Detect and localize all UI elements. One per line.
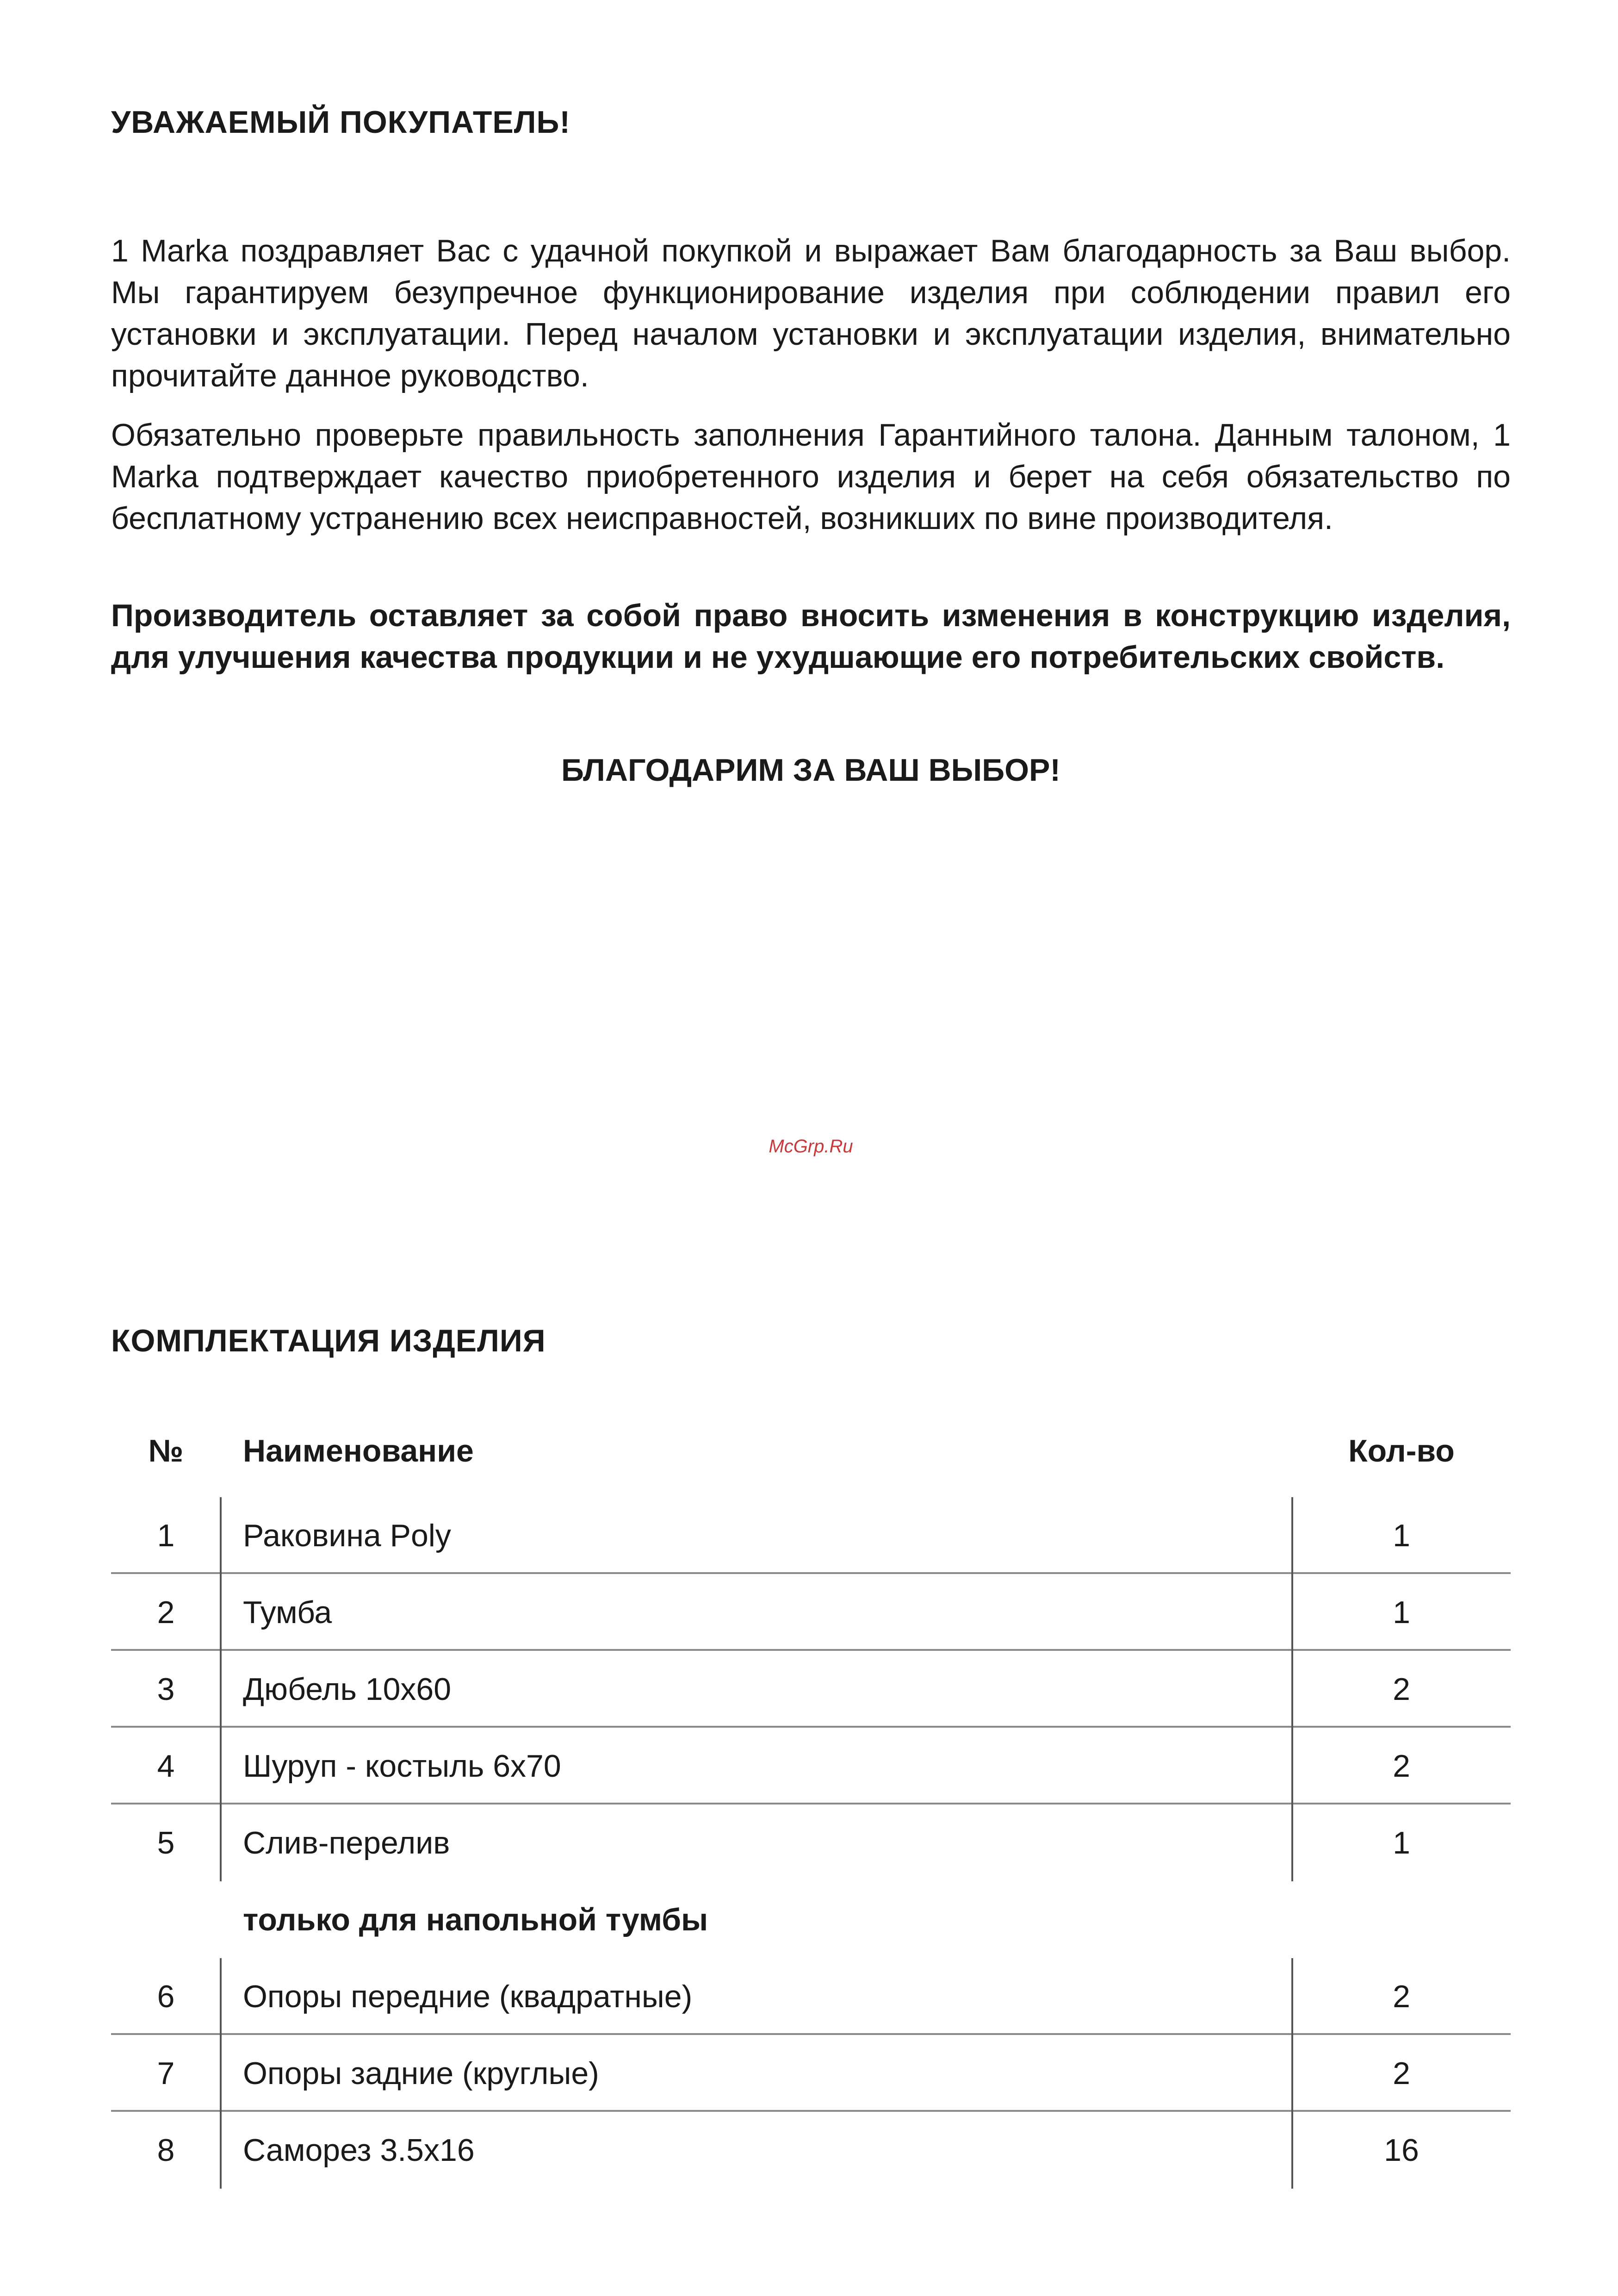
row-num: 5: [157, 1825, 175, 1860]
table-row: [111, 1804, 1511, 1881]
kit-title: КОМПЛЕКТАЦИЯ ИЗДЕЛИЯ: [111, 1323, 546, 1358]
column-divider-right: [1291, 1958, 1293, 2189]
row-qty: 2: [1393, 1672, 1410, 1707]
row-qty: 1: [1393, 1595, 1410, 1630]
row-name: Слив-перелив: [243, 1825, 450, 1860]
column-divider-left: [220, 1958, 222, 2189]
header-name: Наименование: [243, 1433, 474, 1468]
row-name: Опоры задние (круглые): [243, 2056, 599, 2091]
table-row: [111, 1651, 1511, 1728]
row-num: 3: [157, 1672, 175, 1707]
row-qty: 2: [1393, 1979, 1410, 2014]
row-name: Опоры передние (квадратные): [243, 1979, 693, 2014]
greeting-title: УВАЖАЕМЫЙ ПОКУПАТЕЛЬ!: [111, 105, 571, 140]
intro-paragraph-1: 1 Marka поздравляет Вас с удачной покупкой и выражает Вам благодарность за Ваш выбор. Мы гарантируем безупречное функционирование изделия при соблюдении правил его установки и эксплуатации. Перед началом установки и эксплуатации изделия, внимательно прочитайте данное руководство.: [111, 233, 1511, 393]
section-label: только для напольной тумбы: [243, 1902, 708, 1937]
row-name: Саморез 3.5х16: [243, 2133, 475, 2168]
row-qty: 2: [1393, 2056, 1410, 2091]
intro-paragraph-2: Обязательно проверьте правильность заполнения Гарантийного талона. Данным талоном, 1 Marka подтверждает качество приобретенного изделия и берет на себя обязательство по бесплатному устранению всех неисправностей, возникших по вине производителя.: [111, 417, 1511, 536]
thanks-heading: БЛАГОДАРИМ ЗА ВАШ ВЫБОР!: [561, 753, 1061, 788]
row-qty: 1: [1393, 1518, 1410, 1553]
row-num: 7: [157, 2056, 175, 2091]
row-num: 6: [157, 1979, 175, 2014]
row-num: 2: [157, 1595, 175, 1630]
table-row: [111, 1958, 1511, 2035]
table-row: [111, 1497, 1511, 1574]
table-row: [111, 1574, 1511, 1651]
row-name: Раковина Poly: [243, 1518, 451, 1553]
kit-table: [111, 1405, 1511, 2189]
column-divider-right: [1291, 1497, 1293, 1881]
watermark-text: McGrp.Ru: [769, 1136, 853, 1157]
column-divider-left: [220, 1497, 222, 1881]
row-qty: 1: [1393, 1825, 1410, 1860]
instruction-page: [111, 0, 1511, 2296]
table-row: [111, 2112, 1511, 2189]
row-num: 1: [157, 1518, 175, 1553]
table-row: [111, 2035, 1511, 2112]
section-label-row: [111, 1881, 1511, 1958]
header-num: №: [148, 1433, 184, 1468]
row-num: 8: [157, 2133, 175, 2168]
row-name: Тумба: [243, 1595, 332, 1630]
header-qty: Кол-во: [1348, 1433, 1455, 1468]
table-row: [111, 1728, 1511, 1804]
kit-table-header: [111, 1405, 1511, 1497]
row-name: Дюбель 10х60: [243, 1672, 452, 1707]
intro-paragraph-bold: Производитель оставляет за собой право вносить изменения в конструкцию изделия, для улучшения качества продукции и не ухудшающие его потребительских свойств.: [111, 598, 1511, 675]
row-qty: 16: [1384, 2133, 1419, 2168]
row-qty: 2: [1393, 1748, 1410, 1784]
row-name: Шуруп - костыль 6х70: [243, 1748, 561, 1784]
row-num: 4: [157, 1748, 175, 1784]
